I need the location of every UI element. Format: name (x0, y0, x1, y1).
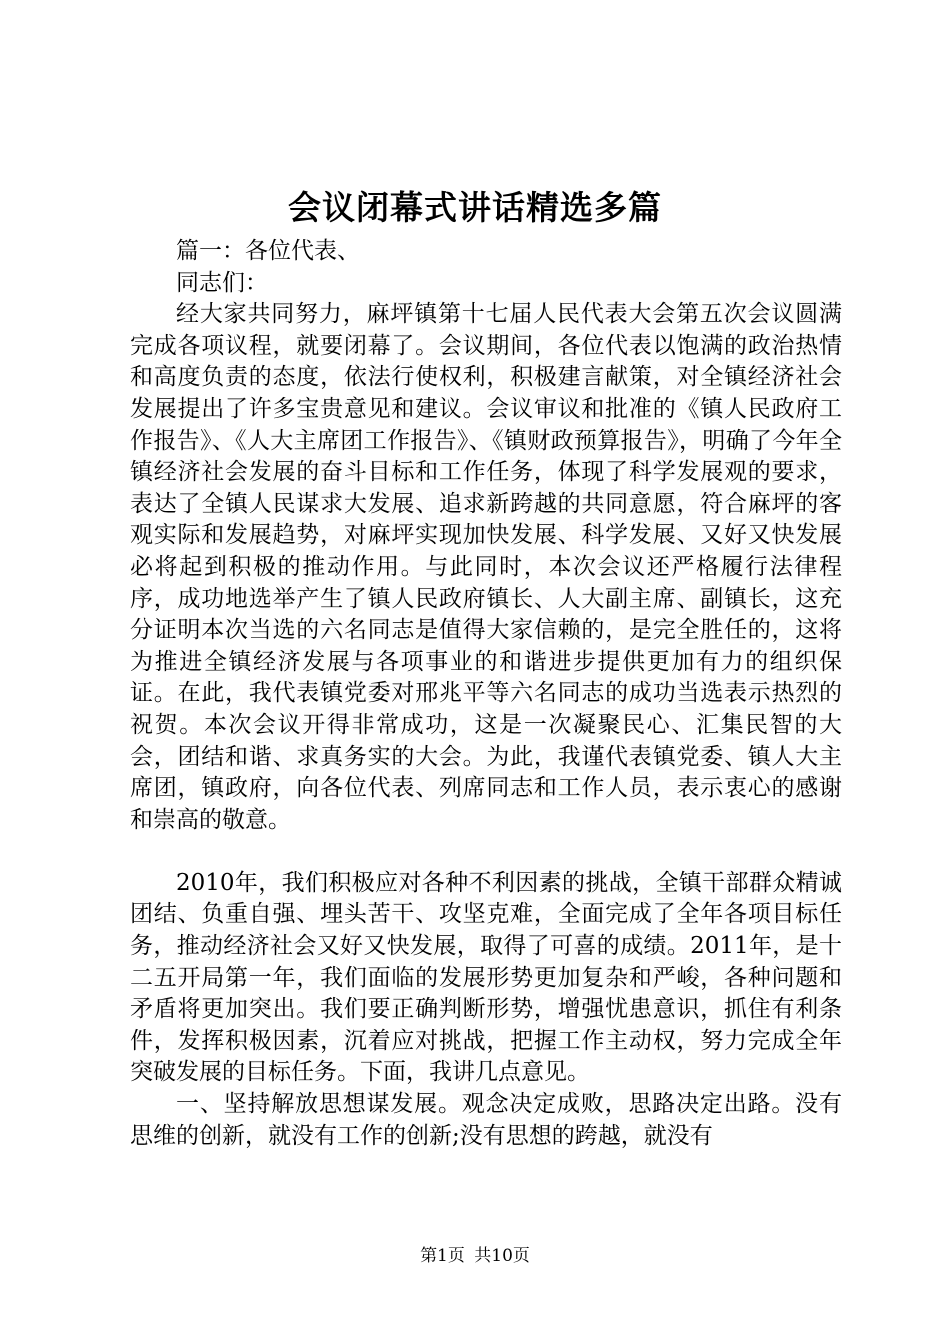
paragraph-meeting-summary: 经大家共同努力，麻坪镇第十七届人民代表大会第五次会议圆满完成各项议程，就要闭幕了。会议期间，各位代表以饱满的政治热情和高度负责的态度，依法行使权利，积极建言献策，对全镇经济社会发展提出了许多宝贵意见和建议。会议审议和批准的《镇人民政府工作报告》、《人大主席团工作报告》、《镇财政预算报告》，明确了今年全镇经济社会发展的奋斗目标和工作任务，体现了科学发展观的要求，表达了全镇人民谋求大发展、追求新跨越的共同意愿，符合麻坪的客观实际和发展趋势，对麻坪实现加快发展、科学发展、又好又快发展必将起到积极的推动作用。与此同时，本次会议还严格履行法律程序，成功地选举产生了镇人民政府镇长、人大副主席、副镇长，这充分证明本次当选的六名同志是值得大家信赖的，是完全胜任的，这将为推进全镇经济发展与各项事业的和谐进步提供更加有力的组织保证。在此，我代表镇党委对邢兆平等六名同志的成功当选表示热烈的祝贺。本次会议开得非常成功，这是一次凝聚民心、汇集民智的大会，团结和谐、求真务实的大会。为此，我谨代表镇党委、镇人大主席团，镇政府，向各位代表、列席同志和工作人员，表示衷心的感谢和崇高的敬意。 (130, 301, 842, 833)
document-title: 会议闭幕式讲话精选多篇 (288, 188, 662, 227)
paragraph-greeting: 篇一：各位代表、 (176, 238, 360, 264)
page-number-footer: 第1页 共10页 (420, 1246, 530, 1266)
paragraph-review-2010: 2010年，我们积极应对各种不利因素的挑战，全镇干部群众精诚团结、负重自强、埋头苦干、攻坚克难，全面完成了全年各项目标任务，推动经济社会又好又快发展，取得了可喜的成绩。2011年，是十二五开局第一年，我们面临的发展形势更加复杂和严峻，各种问题和矛盾将更加突出。我们要正确判断形势，增强忧患意识，抓住有利条件，发挥积极因素，沉着应对挑战，把握工作主动权，努力完成全年突破发展的目标任务。下面，我讲几点意见。 (130, 869, 842, 1086)
paragraph-point-one: 一、坚持解放思想谋发展。观念决定成败，思路决定出路。没有思维的创新，就没有工作的创新;没有思想的跨越，就没有 (130, 1091, 842, 1149)
paragraph-spacer (130, 836, 842, 868)
document-body (130, 236, 842, 1152)
paragraph-salutation: 同志们： (176, 269, 268, 296)
